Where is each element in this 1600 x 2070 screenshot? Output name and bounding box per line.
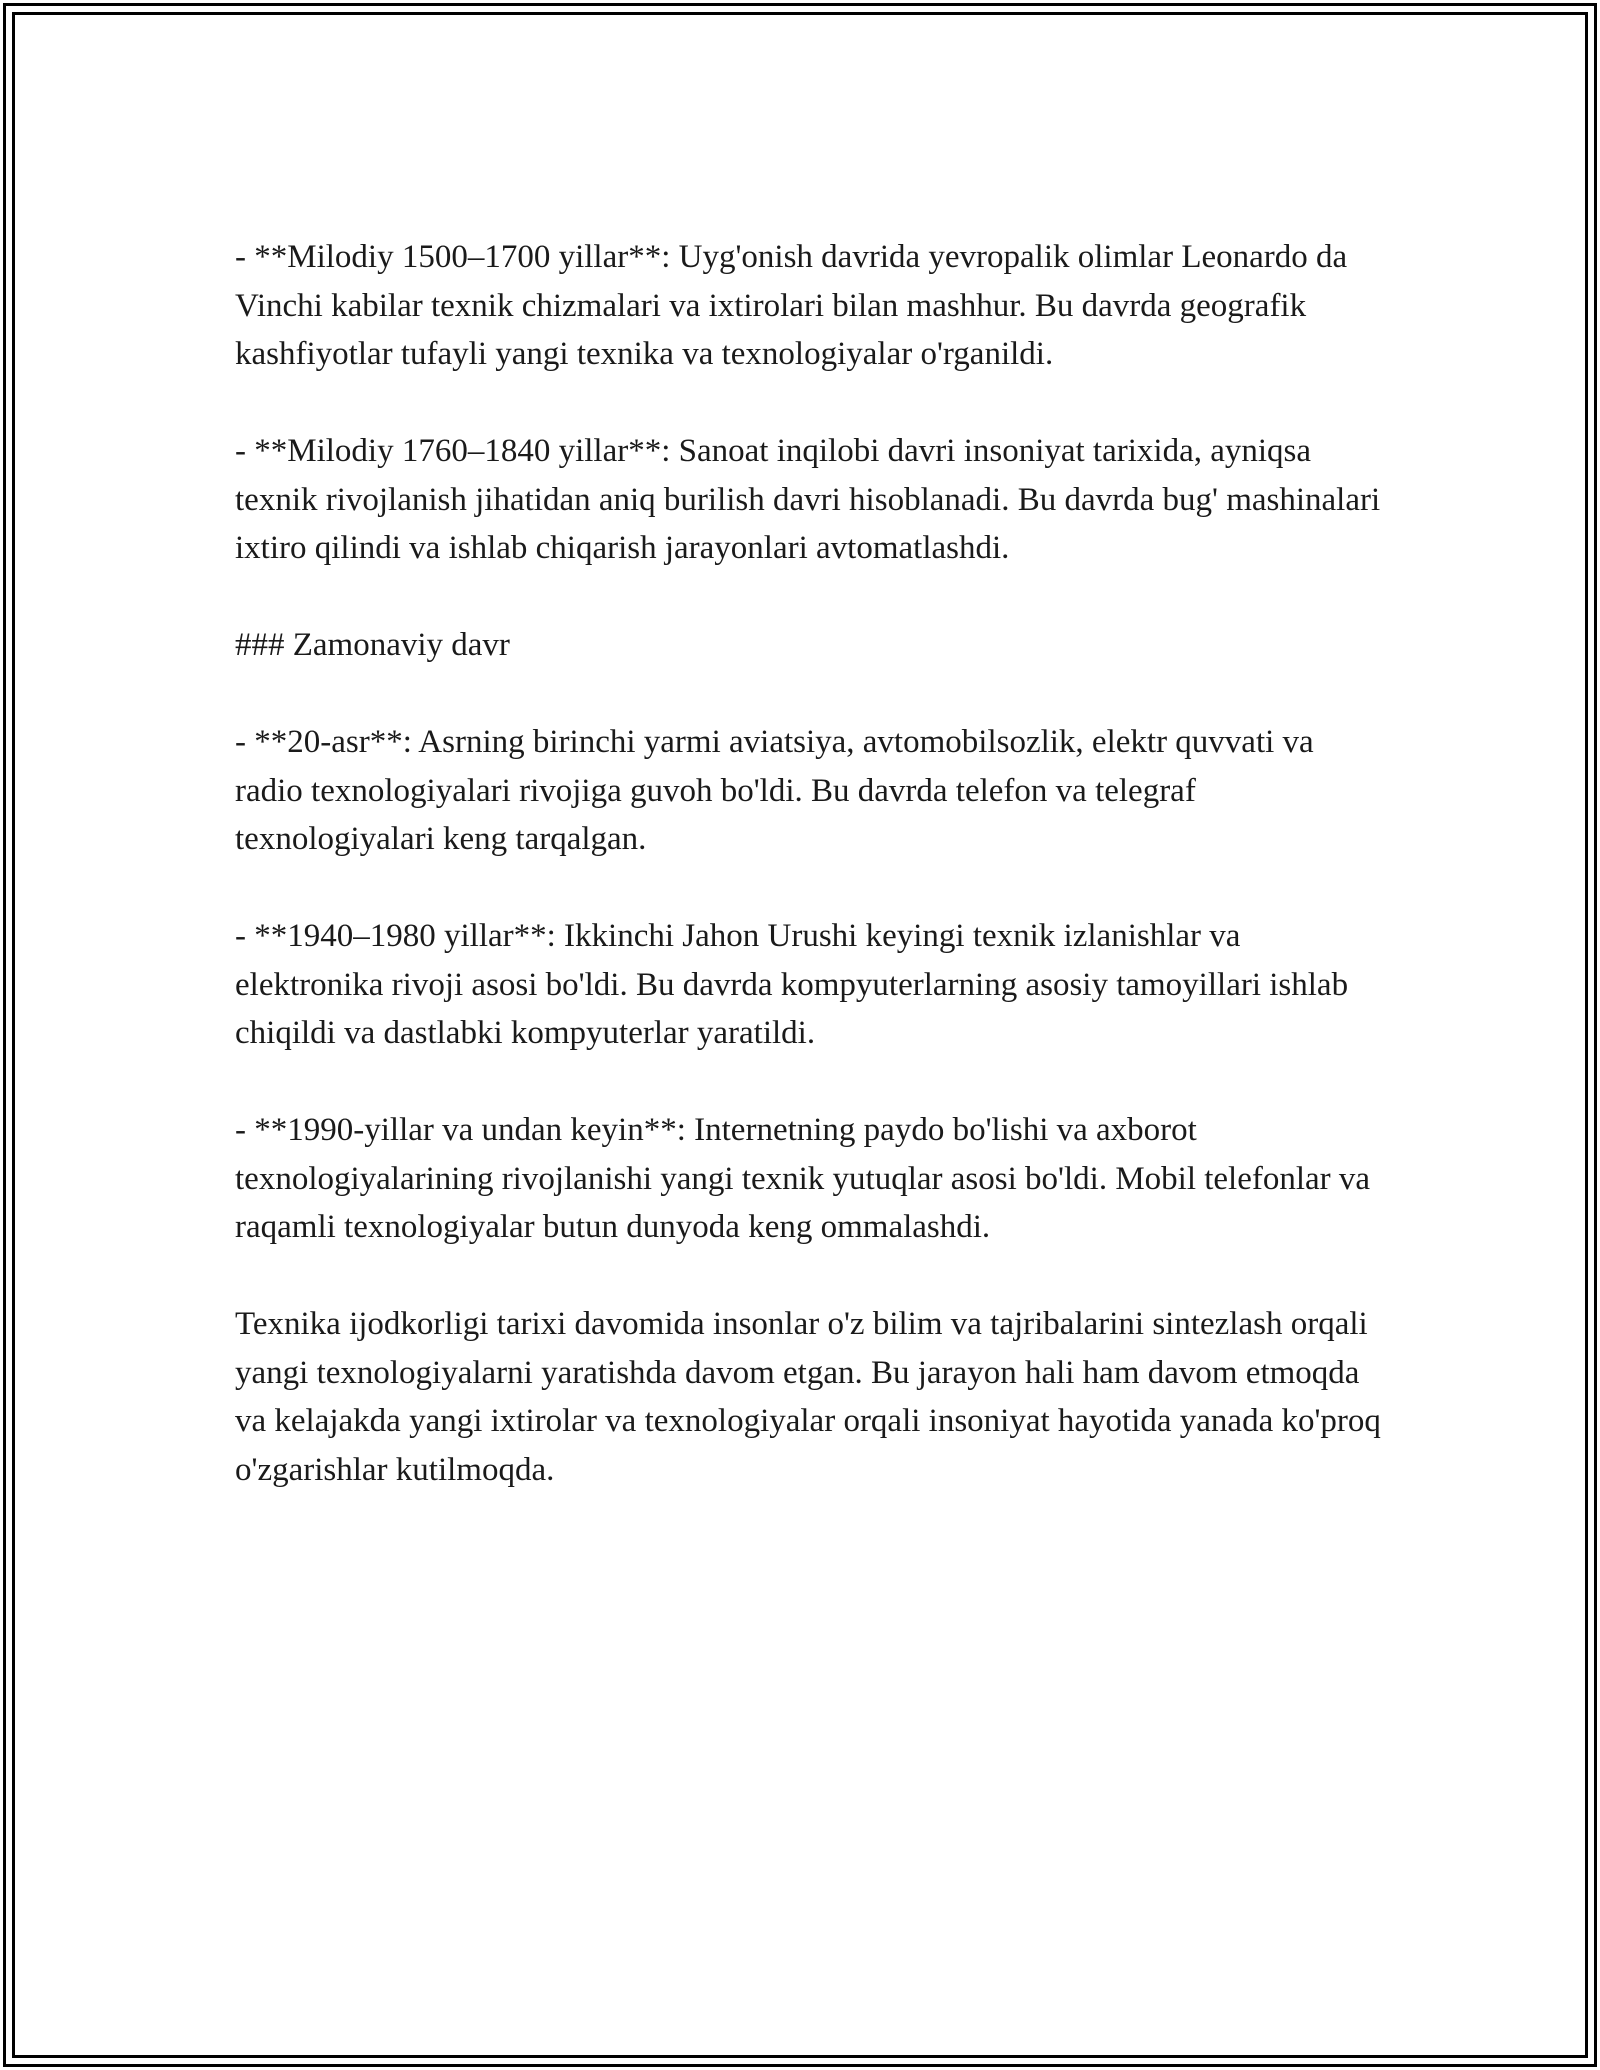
document-body — [235, 233, 1385, 1543]
paragraph-20-asr: - **20-asr**: Asrning birinchi yarmi aviatsiya, avtomobilsozlik, elektr quvvati va radio texnologiyalari rivojiga guvoh bo'ldi. Bu davrda telefon va telegraf texnologiyalari keng tarqalgan. — [235, 724, 1314, 857]
paragraph-1760-1840: - **Milodiy 1760–1840 yillar**: Sanoat inqilobi davri insoniyat tarixida, ayniqsa texnik rivojlanish jihatidan aniq burilish davri hisoblanadi. Bu davrda bug' mashinalari ixtiro qilindi va ishlab chiqarish jarayonlari avtomatlashdi. — [235, 433, 1381, 566]
paragraph-1940-1980: - **1940–1980 yillar**: Ikkinchi Jahon Urushi keyingi texnik izlanishlar va elektronika rivoji asosi bo'ldi. Bu davrda kompyuterlarning asosiy tamoyillari ishlab chiqildi va dastlabki kompyuterlar yaratildi. — [235, 918, 1349, 1051]
section-heading-zamonaviy-davr: ### Zamonaviy davr — [235, 627, 510, 663]
paragraph-conclusion: Texnika ijodkorligi tarixi davomida insonlar o'z bilim va tajribalarini sintezlash orqali yangi texnologiyalarni yaratishda davom etgan. Bu jarayon hali ham davom etmoqda va kelajakda yangi ixtirolar va texnologiyalar orqali insoniyat hayotida yanada ko'proq o'zgarishlar kutilmoqda. — [235, 1306, 1381, 1488]
paragraph-1990-yillar: - **1990-yillar va undan keyin**: Internetning paydo bo'lishi va axborot texnologiyalarining rivojlanishi yangi texnik yutuqlar asosi bo'ldi. Mobil telefonlar va raqamli texnologiyalar butun dunyoda keng ommalashdi. — [235, 1112, 1371, 1245]
paragraph-1500-1700: - **Milodiy 1500–1700 yillar**: Uyg'onish davrida yevropalik olimlar Leonardo da Vinchi kabilar texnik chizmalari va ixtirolari bilan mashhur. Bu davrda geografik kashfiyotlar tufayli yangi texnika va texnologiyalar o'rganildi. — [235, 239, 1348, 372]
